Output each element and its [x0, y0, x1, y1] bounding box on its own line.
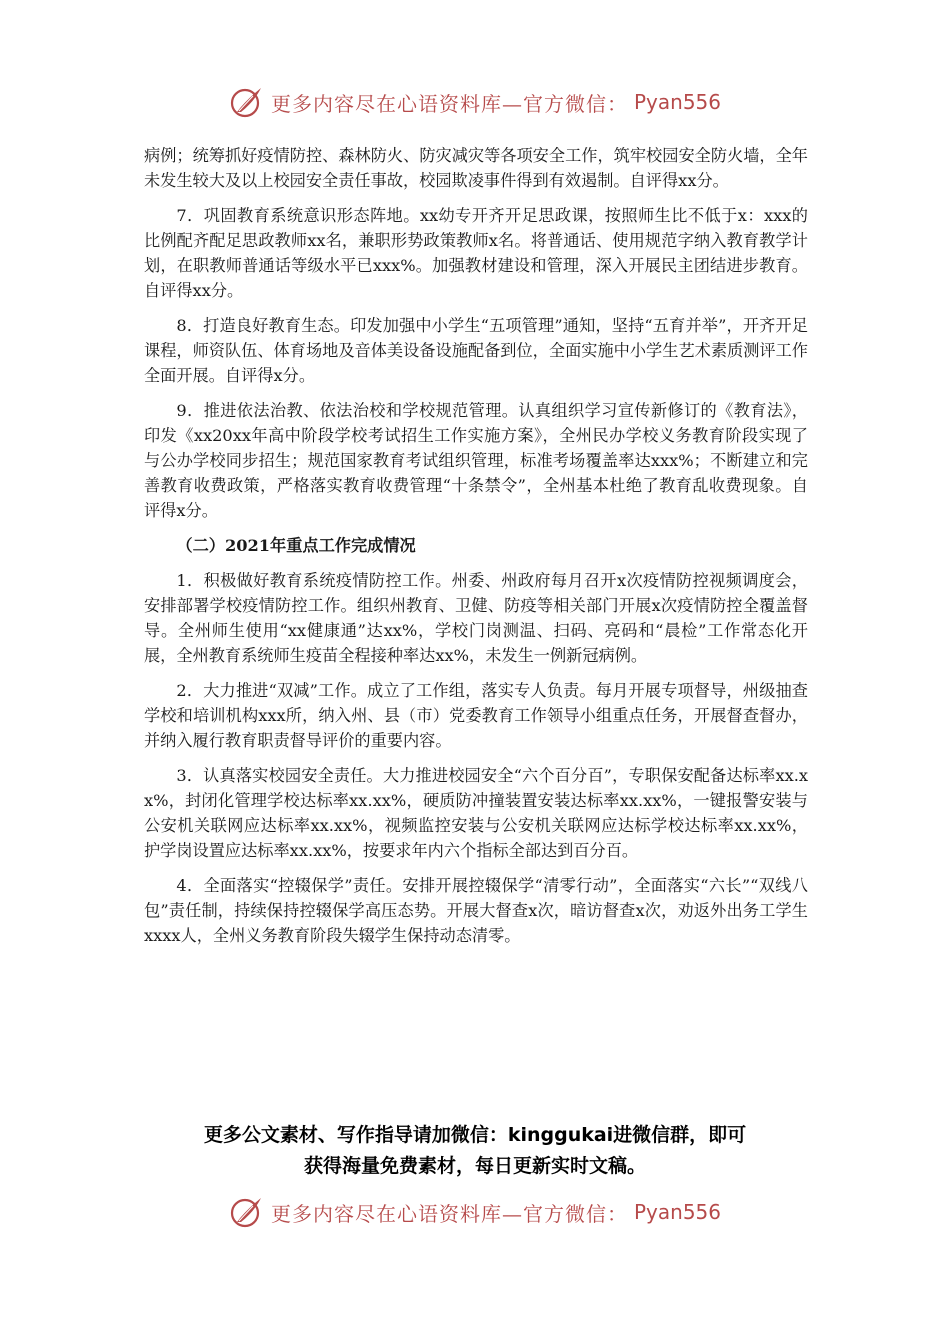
paragraph-section-item-1: 1．积极做好教育系统疫情防控工作。州委、州政府每月召开x次疫情防控视频调度会，安排部署学校疫情防控工作。组织州教育、卫健、防疫等相关部门开展x次疫情防控全覆盖督导。全州师生使用“xx健康通”达xx%，学校门岗测温、扫码、亮码和“晨检”工作常态化开展，全州教育系统师生疫苗全程接种率达xx%，未发生一例新冠病例。	[144, 571, 808, 665]
promo-line-2: 获得海量免费素材，每日更新实时文稿。	[303, 1155, 646, 1177]
promo-line-1: 更多公文素材、写作指导请加微信：kinggukai进微信群，即可	[203, 1124, 747, 1146]
paragraph-section-item-4: 4．全面落实“控辍保学”责任。安排开展控辍保学“清零行动”，全面落实“六长”“双线八包”责任制，持续保持控辍保学高压态势。开展大督查x次，暗访督查x次，劝返外出务工学生xxxx人，全州义务教育阶段失辍学生保持动态清零。	[144, 876, 808, 945]
footer-banner	[0, 1192, 950, 1232]
promo-block	[140, 1120, 810, 1182]
paragraph-continued: 病例；统筹抓好疫情防控、森林防火、防灾减灾等各项安全工作，筑牢校园安全防火墙，全年未发生较大及以上校园安全责任事故，校园欺凌事件得到有效遏制。自评得xx分。	[144, 146, 808, 190]
section-heading: （二）2021年重点工作完成情况	[176, 536, 416, 555]
header-banner	[0, 82, 950, 122]
paragraph-item-7: 7．巩固教育系统意识形态阵地。xx幼专开齐开足思政课，按照师生比不低于x：xxx的比例配齐配足思政教师xx名，兼职形势政策教师x名。将普通话、使用规范字纳入教育教学计划，在职教师普通话等级水平已xxx%。加强教材建设和管理，深入开展民主团结进步教育。自评得xx分。	[144, 206, 808, 300]
footer-banner-wechat-id: Pyan556	[633, 1200, 721, 1224]
quill-logo-icon	[229, 84, 265, 120]
footer-banner-text: 更多内容尽在心语资料库—官方微信：	[270, 1201, 628, 1226]
paragraph-item-9: 9．推进依法治教、依法治校和学校规范管理。认真组织学习宣传新修订的《教育法》，印发《xx20xx年高中阶段学校考试招生工作实施方案》，全州民办学校义务教育阶段实现了与公办学校同步招生；规范国家教育考试组织管理，标准考场覆盖率达xxx%；不断建立和完善教育收费政策，严格落实教育收费管理“十条禁令”，全州基本杜绝了教育乱收费现象。自评得x分。	[144, 401, 808, 520]
header-banner-wechat-id: Pyan556	[633, 90, 721, 114]
paragraph-item-8: 8．打造良好教育生态。印发加强中小学生“五项管理”通知，坚持“五育并举”，开齐开足课程，师资队伍、体育场地及音体美设备设施配备到位，全面实施中小学生艺术素质测评工作全面开展。自评得x分。	[144, 316, 808, 385]
paragraph-section-item-2: 2．大力推进“双减”工作。成立了工作组，落实专人负责。每月开展专项督导，州级抽查学校和培训机构xxx所，纳入州、县（市）党委教育工作领导小组重点任务，开展督查督办，并纳入履行教育职责督导评价的重要内容。	[144, 681, 808, 750]
document-body	[144, 143, 808, 958]
header-banner-text: 更多内容尽在心语资料库—官方微信：	[270, 91, 628, 116]
paragraph-section-item-3: 3．认真落实校园安全责任。大力推进校园安全“六个百分百”，专职保安配备达标率xx.xx%，封闭化管理学校达标率xx.xx%，硬质防冲撞装置安装达标率xx.xx%，一键报警安装与公安机关联网应达标率xx.xx%，视频监控安装与公安机关联网应达标学校达标率xx.xx%，护学岗设置应达标率xx.xx%，按要求年内六个指标全部达到百分百。	[144, 766, 808, 860]
quill-logo-icon	[229, 1194, 265, 1230]
